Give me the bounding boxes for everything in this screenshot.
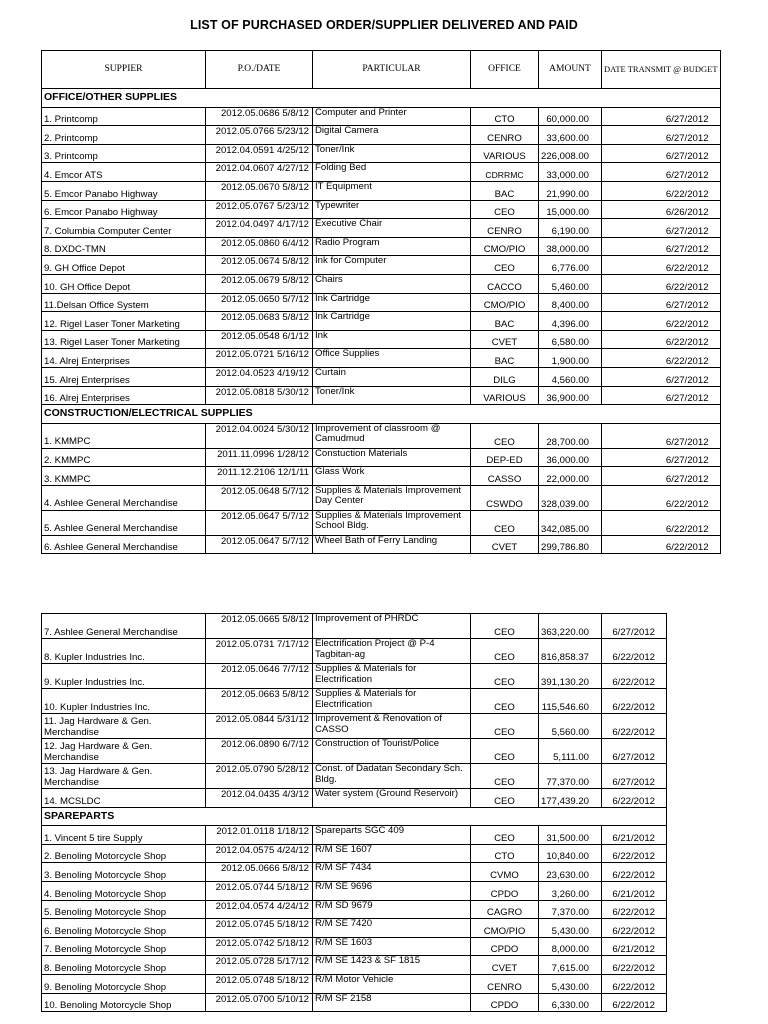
table-row	[42, 181, 721, 200]
particular-cell: Construction of Tourist/Police	[313, 739, 471, 764]
table-row	[42, 386, 721, 405]
po-date-cell: 2012.04.0575 4/24/12	[206, 844, 313, 863]
supplier-cell: 8. DXDC-TMN	[42, 237, 206, 256]
office-cell: CMO/PIO	[471, 293, 539, 312]
office-cell: BAC	[471, 349, 539, 368]
date-transmit-cell: 6/22/2012	[602, 974, 667, 993]
particular-cell: Ink	[313, 330, 471, 349]
particular-cell: R/M SE 1607	[313, 844, 471, 863]
section-row	[42, 405, 721, 424]
amount-cell: 5,430.00	[539, 974, 602, 993]
particular-cell: R/M SE 7420	[313, 919, 471, 938]
table-row	[42, 293, 721, 312]
supplier-cell: 7. Benoling Motorcycle Shop	[42, 937, 206, 956]
particular-cell: R/M SE 1603	[313, 937, 471, 956]
date-transmit-cell: 6/22/2012	[602, 256, 721, 275]
office-cell: CEO	[471, 764, 539, 789]
supplier-cell: 7. Ashlee General Merchandise	[42, 614, 206, 639]
office-cell: CENRO	[471, 974, 539, 993]
po-date-cell: 2012.05.0663 5/8/12	[206, 689, 313, 714]
table-row	[42, 664, 667, 689]
table-row	[42, 126, 721, 145]
office-cell: BAC	[471, 312, 539, 331]
particular-cell: Folding Bed	[313, 163, 471, 182]
supplier-cell: 2. Printcomp	[42, 126, 206, 145]
office-cell: CVET	[471, 535, 539, 554]
supplier-cell: 14. Alrej Enterprises	[42, 349, 206, 368]
po-date-cell: 2012.05.0742 5/18/12	[206, 937, 313, 956]
amount-cell: 328,039.00	[539, 485, 602, 510]
particular-cell: Supplies & Materials for Electrification	[313, 689, 471, 714]
amount-cell: 33,000.00	[539, 163, 602, 182]
office-cell: CEO	[471, 200, 539, 219]
table-row	[42, 423, 721, 448]
header-amount: AMOUNT	[539, 51, 602, 89]
date-transmit-cell: 6/22/2012	[602, 639, 667, 664]
date-transmit-cell: 6/27/2012	[602, 367, 721, 386]
amount-cell: 6,330.00	[539, 993, 602, 1012]
office-cell: CEO	[471, 256, 539, 275]
document-title: LIST OF PURCHASED ORDER/SUPPLIER DELIVERED AND PAID	[190, 18, 578, 32]
table-row	[42, 900, 667, 919]
amount-cell: 5,560.00	[539, 714, 602, 739]
particular-cell: Ink Cartridge	[313, 312, 471, 331]
supplier-cell: 3. Benoling Motorcycle Shop	[42, 863, 206, 882]
particular-cell: Supplies & Materials Improvement School Bldg.	[313, 510, 471, 535]
po-date-cell: 2012.05.0744 5/18/12	[206, 881, 313, 900]
office-cell: CEO	[471, 423, 539, 448]
po-date-cell: 2012.05.0683 5/8/12	[206, 312, 313, 331]
particular-cell: R/M SE 1423 & SF 1815	[313, 956, 471, 975]
date-transmit-cell: 6/22/2012	[602, 714, 667, 739]
table-row	[42, 485, 721, 510]
supplier-cell: 11.Delsan Office System	[42, 293, 206, 312]
date-transmit-cell: 6/22/2012	[602, 664, 667, 689]
office-cell: BAC	[471, 181, 539, 200]
po-date-cell: 2012.04.0574 4/24/12	[206, 900, 313, 919]
date-transmit-cell: 6/22/2012	[602, 510, 721, 535]
particular-cell: Typewriter	[313, 200, 471, 219]
office-cell: CTO	[471, 107, 539, 126]
table-row	[42, 219, 721, 238]
particular-cell: Curtain	[313, 367, 471, 386]
office-cell: CDRRMC	[471, 163, 539, 182]
supplier-cell: 2. Benoling Motorcycle Shop	[42, 844, 206, 863]
supplier-cell: 2. KMMPC	[42, 448, 206, 467]
amount-cell: 4,560.00	[539, 367, 602, 386]
date-transmit-cell: 6/27/2012	[602, 219, 721, 238]
date-transmit-cell: 6/22/2012	[602, 349, 721, 368]
amount-cell: 1,900.00	[539, 349, 602, 368]
office-cell: CEO	[471, 739, 539, 764]
po-date-cell: 2012.04.0435 4/3/12	[206, 789, 313, 808]
table-row	[42, 274, 721, 293]
particular-cell: Water system (Ground Reservoir)	[313, 789, 471, 808]
supplier-cell: 6. Emcor Panabo Highway	[42, 200, 206, 219]
particular-cell: Glass Work	[313, 467, 471, 486]
table-row	[42, 467, 721, 486]
supplier-cell: 13. Rigel Laser Toner Marketing	[42, 330, 206, 349]
purchase-order-table-2	[41, 613, 667, 1012]
po-date-cell: 2012.05.0790 5/28/12	[206, 764, 313, 789]
date-transmit-cell: 6/22/2012	[602, 485, 721, 510]
supplier-cell: 5. Ashlee General Merchandise	[42, 510, 206, 535]
date-transmit-cell: 6/22/2012	[602, 274, 721, 293]
particular-cell: Toner/Ink	[313, 144, 471, 163]
particular-cell: Radio Program	[313, 237, 471, 256]
amount-cell: 7,370.00	[539, 900, 602, 919]
date-transmit-cell: 6/22/2012	[602, 863, 667, 882]
particular-cell: R/M SF 7434	[313, 863, 471, 882]
supplier-cell: 3. KMMPC	[42, 467, 206, 486]
table-row	[42, 639, 667, 664]
date-transmit-cell: 6/27/2012	[602, 107, 721, 126]
amount-cell: 36,900.00	[539, 386, 602, 405]
office-cell: CEO	[471, 614, 539, 639]
particular-cell: Wheel Bath of Ferry Landing	[313, 535, 471, 554]
table-row	[42, 163, 721, 182]
table-row	[42, 764, 667, 789]
amount-cell: 391,130.20	[539, 664, 602, 689]
particular-cell: Improvement & Renovation of CASSO	[313, 714, 471, 739]
table-row	[42, 237, 721, 256]
table-row	[42, 144, 721, 163]
office-cell: CENRO	[471, 219, 539, 238]
particular-cell: Executive Chair	[313, 219, 471, 238]
supplier-cell: 13. Jag Hardware & Gen. Merchandise	[42, 764, 206, 789]
office-cell: CPDO	[471, 881, 539, 900]
amount-cell: 342,085.00	[539, 510, 602, 535]
supplier-cell: 12. Rigel Laser Toner Marketing	[42, 312, 206, 331]
supplier-cell: 8. Kupler Industries Inc.	[42, 639, 206, 664]
particular-cell: R/M SE 9696	[313, 881, 471, 900]
table-header-row	[42, 51, 721, 89]
table-row	[42, 863, 667, 882]
amount-cell: 299,786.80	[539, 535, 602, 554]
po-date-cell: 2012.04.0523 4/19/12	[206, 367, 313, 386]
particular-cell: Office Supplies	[313, 349, 471, 368]
amount-cell: 177,439.20	[539, 789, 602, 808]
office-cell: CENRO	[471, 126, 539, 145]
particular-cell: Improvement of PHRDC	[313, 614, 471, 639]
section-heading: CONSTRUCTION/ELECTRICAL SUPPLIES	[42, 405, 721, 424]
po-date-cell: 2012.05.0674 5/8/12	[206, 256, 313, 275]
date-transmit-cell: 6/22/2012	[602, 789, 667, 808]
date-transmit-cell: 6/27/2012	[602, 163, 721, 182]
amount-cell: 363,220.00	[539, 614, 602, 639]
po-date-cell: 2011.11.0996 1/28/12	[206, 448, 313, 467]
supplier-cell: 5. Emcor Panabo Highway	[42, 181, 206, 200]
particular-cell: Constuction Materials	[313, 448, 471, 467]
amount-cell: 4,396.00	[539, 312, 602, 331]
particular-cell: IT Equipment	[313, 181, 471, 200]
table-row	[42, 826, 667, 845]
date-transmit-cell: 6/22/2012	[602, 844, 667, 863]
supplier-cell: 7. Columbia Computer Center	[42, 219, 206, 238]
date-transmit-cell: 6/22/2012	[602, 900, 667, 919]
particular-cell: Digital Camera	[313, 126, 471, 145]
date-transmit-cell: 6/27/2012	[602, 126, 721, 145]
particular-cell: Improvement of classroom @ Camudmud	[313, 423, 471, 448]
amount-cell: 6,776.00	[539, 256, 602, 275]
table-row	[42, 614, 667, 639]
particular-cell: Ink for Computer	[313, 256, 471, 275]
amount-cell: 77,370.00	[539, 764, 602, 789]
header-po-date: P.O./DATE	[206, 51, 313, 89]
table-row	[42, 993, 667, 1012]
header-supplier: SUPPIER	[42, 51, 206, 89]
office-cell: CMO/PIO	[471, 237, 539, 256]
amount-cell: 31,500.00	[539, 826, 602, 845]
date-transmit-cell: 6/27/2012	[602, 467, 721, 486]
office-cell: CVET	[471, 330, 539, 349]
po-date-cell: 2012.05.0679 5/8/12	[206, 274, 313, 293]
supplier-cell: 6. Ashlee General Merchandise	[42, 535, 206, 554]
table-row	[42, 739, 667, 764]
particular-cell: R/M SF 2158	[313, 993, 471, 1012]
po-date-cell: 2012.05.0844 5/31/12	[206, 714, 313, 739]
supplier-cell: 4. Ashlee General Merchandise	[42, 485, 206, 510]
particular-cell: Chairs	[313, 274, 471, 293]
office-cell: CAGRO	[471, 900, 539, 919]
amount-cell: 5,460.00	[539, 274, 602, 293]
particular-cell: Electrification Project @ P-4 Tagbitan-ag	[313, 639, 471, 664]
po-date-cell: 2012.05.0647 5/7/12	[206, 510, 313, 535]
po-date-cell: 2012.05.0650 5/7/12	[206, 293, 313, 312]
particular-cell: Toner/Ink	[313, 386, 471, 405]
date-transmit-cell: 6/27/2012	[602, 423, 721, 448]
date-transmit-cell: 6/26/2012	[602, 200, 721, 219]
date-transmit-cell: 6/27/2012	[602, 144, 721, 163]
po-date-cell: 2012.05.0665 5/8/12	[206, 614, 313, 639]
po-date-cell: 2012.04.0591 4/25/12	[206, 144, 313, 163]
po-date-cell: 2012.05.0748 5/18/12	[206, 974, 313, 993]
table-row	[42, 956, 667, 975]
po-date-cell: 2012.05.0646 7/7/12	[206, 664, 313, 689]
office-cell: CEO	[471, 789, 539, 808]
office-cell: CEO	[471, 664, 539, 689]
particular-cell: Computer and Printer	[313, 107, 471, 126]
po-date-cell: 2012.04.0024 5/30/12	[206, 423, 313, 448]
po-date-cell: 2012.05.0686 5/8/12	[206, 107, 313, 126]
office-cell: CEO	[471, 639, 539, 664]
supplier-cell: 9. Kupler Industries Inc.	[42, 664, 206, 689]
po-date-cell: 2012.05.0666 5/8/12	[206, 863, 313, 882]
date-transmit-cell: 6/22/2012	[602, 956, 667, 975]
table-row	[42, 535, 721, 554]
table-row	[42, 937, 667, 956]
table-row	[42, 330, 721, 349]
amount-cell: 15,000.00	[539, 200, 602, 219]
purchase-order-table-1	[41, 50, 721, 554]
amount-cell: 36,000.00	[539, 448, 602, 467]
office-cell: CTO	[471, 844, 539, 863]
particular-cell: R/M Motor Vehicle	[313, 974, 471, 993]
date-transmit-cell: 6/27/2012	[602, 614, 667, 639]
amount-cell: 6,580.00	[539, 330, 602, 349]
supplier-cell: 9. GH Office Depot	[42, 256, 206, 275]
supplier-cell: 4. Benoling Motorcycle Shop	[42, 881, 206, 900]
office-cell: CACCO	[471, 274, 539, 293]
po-date-cell: 2012.04.0497 4/17/12	[206, 219, 313, 238]
po-date-cell: 2012.05.0647 5/7/12	[206, 535, 313, 554]
supplier-cell: 4. Emcor ATS	[42, 163, 206, 182]
date-transmit-cell: 6/21/2012	[602, 937, 667, 956]
office-cell: CEO	[471, 714, 539, 739]
amount-cell: 7,615.00	[539, 956, 602, 975]
section-heading: SPAREPARTS	[42, 807, 667, 826]
date-transmit-cell: 6/27/2012	[602, 237, 721, 256]
supplier-cell: 10. Benoling Motorcycle Shop	[42, 993, 206, 1012]
office-cell: CEO	[471, 510, 539, 535]
po-date-cell: 2012.01.0118 1/18/12	[206, 826, 313, 845]
supplier-cell: 16. Alrej Enterprises	[42, 386, 206, 405]
supplier-cell: 3. Printcomp	[42, 144, 206, 163]
table-row	[42, 349, 721, 368]
supplier-cell: 9. Benoling Motorcycle Shop	[42, 974, 206, 993]
amount-cell: 816,858.37	[539, 639, 602, 664]
amount-cell: 8,000.00	[539, 937, 602, 956]
office-cell: CVET	[471, 956, 539, 975]
amount-cell: 5,430.00	[539, 919, 602, 938]
table-row	[42, 974, 667, 993]
particular-cell: Supplies & Materials Improvement Day Center	[313, 485, 471, 510]
date-transmit-cell: 6/27/2012	[602, 293, 721, 312]
po-date-cell: 2012.05.0548 6/1/12	[206, 330, 313, 349]
amount-cell: 28,700.00	[539, 423, 602, 448]
office-cell: CSWDO	[471, 485, 539, 510]
office-cell: CASSO	[471, 467, 539, 486]
office-cell: VARIOUS	[471, 144, 539, 163]
amount-cell: 38,000.00	[539, 237, 602, 256]
header-date-transmit: DATE TRANSMIT @ BUDGET	[602, 51, 721, 89]
supplier-cell: 11. Jag Hardware & Gen. Merchandise	[42, 714, 206, 739]
amount-cell: 5,111.00	[539, 739, 602, 764]
supplier-cell: 8. Benoling Motorcycle Shop	[42, 956, 206, 975]
date-transmit-cell: 6/21/2012	[602, 881, 667, 900]
po-date-cell: 2012.04.0607 4/27/12	[206, 163, 313, 182]
office-cell: CPDO	[471, 937, 539, 956]
header-office: OFFICE	[471, 51, 539, 89]
particular-cell: Spareparts SGC 409	[313, 826, 471, 845]
section-heading: OFFICE/OTHER SUPPLIES	[42, 89, 721, 108]
supplier-cell: 10. Kupler Industries Inc.	[42, 689, 206, 714]
supplier-cell: 15. Alrej Enterprises	[42, 367, 206, 386]
table-row	[42, 510, 721, 535]
date-transmit-cell: 6/27/2012	[602, 764, 667, 789]
po-date-cell: 2012.05.0728 5/17/12	[206, 956, 313, 975]
date-transmit-cell: 6/22/2012	[602, 535, 721, 554]
amount-cell: 33,600.00	[539, 126, 602, 145]
section-row	[42, 89, 721, 108]
office-cell: CEO	[471, 689, 539, 714]
table-row	[42, 200, 721, 219]
office-cell: CMO/PIO	[471, 919, 539, 938]
po-date-cell: 2012.05.0648 5/7/12	[206, 485, 313, 510]
date-transmit-cell: 6/22/2012	[602, 689, 667, 714]
date-transmit-cell: 6/22/2012	[602, 312, 721, 331]
supplier-cell: 10. GH Office Depot	[42, 274, 206, 293]
supplier-cell: 5. Benoling Motorcycle Shop	[42, 900, 206, 919]
table-row	[42, 844, 667, 863]
particular-cell: R/M SD 9679	[313, 900, 471, 919]
office-cell: DILG	[471, 367, 539, 386]
table-row	[42, 689, 667, 714]
amount-cell: 60,000.00	[539, 107, 602, 126]
supplier-cell: 1. KMMPC	[42, 423, 206, 448]
amount-cell: 226,008.00	[539, 144, 602, 163]
table-row	[42, 312, 721, 331]
po-date-cell: 2012.05.0860 6/4/12	[206, 237, 313, 256]
po-date-cell: 2012.05.0721 5/16/12	[206, 349, 313, 368]
po-date-cell: 2012.05.0818 5/30/12	[206, 386, 313, 405]
amount-cell: 23,630.00	[539, 863, 602, 882]
date-transmit-cell: 6/27/2012	[602, 448, 721, 467]
supplier-cell: 12. Jag Hardware & Gen. Merchandise	[42, 739, 206, 764]
office-cell: CVMO	[471, 863, 539, 882]
date-transmit-cell: 6/27/2012	[602, 386, 721, 405]
date-transmit-cell: 6/22/2012	[602, 993, 667, 1012]
date-transmit-cell: 6/22/2012	[602, 181, 721, 200]
table-row	[42, 919, 667, 938]
table-row	[42, 881, 667, 900]
po-date-cell: 2012.06.0890 6/7/12	[206, 739, 313, 764]
po-date-cell: 2011.12.2106 12/1/11	[206, 467, 313, 486]
date-transmit-cell: 6/21/2012	[602, 826, 667, 845]
supplier-cell: 6. Benoling Motorcycle Shop	[42, 919, 206, 938]
particular-cell: Supplies & Materials for Electrification	[313, 664, 471, 689]
amount-cell: 21,990.00	[539, 181, 602, 200]
date-transmit-cell: 6/22/2012	[602, 330, 721, 349]
supplier-cell: 14. MCSLDC	[42, 789, 206, 808]
particular-cell: Ink Cartridge	[313, 293, 471, 312]
table-row	[42, 107, 721, 126]
amount-cell: 6,190.00	[539, 219, 602, 238]
office-cell: DEP-ED	[471, 448, 539, 467]
po-date-cell: 2012.05.0766 5/23/12	[206, 126, 313, 145]
po-date-cell: 2012.05.0731 7/17/12	[206, 639, 313, 664]
particular-cell: Const. of Dadatan Secondary Sch. Bldg.	[313, 764, 471, 789]
date-transmit-cell: 6/27/2012	[602, 739, 667, 764]
amount-cell: 10,840.00	[539, 844, 602, 863]
po-date-cell: 2012.05.0700 5/10/12	[206, 993, 313, 1012]
header-particular: PARTICULAR	[313, 51, 471, 89]
section-row	[42, 807, 667, 826]
table-row	[42, 448, 721, 467]
amount-cell: 115,546.60	[539, 689, 602, 714]
office-cell: CPDO	[471, 993, 539, 1012]
date-transmit-cell: 6/22/2012	[602, 919, 667, 938]
table-row	[42, 367, 721, 386]
amount-cell: 8,400.00	[539, 293, 602, 312]
supplier-cell: 1. Printcomp	[42, 107, 206, 126]
office-cell: CEO	[471, 826, 539, 845]
po-date-cell: 2012.05.0670 5/8/12	[206, 181, 313, 200]
table-row	[42, 714, 667, 739]
po-date-cell: 2012.05.0745 5/18/12	[206, 919, 313, 938]
amount-cell: 3,260.00	[539, 881, 602, 900]
amount-cell: 22,000.00	[539, 467, 602, 486]
supplier-cell: 1. Vincent 5 tire Supply	[42, 826, 206, 845]
office-cell: VARIOUS	[471, 386, 539, 405]
po-date-cell: 2012.05.0767 5/23/12	[206, 200, 313, 219]
table-row	[42, 789, 667, 808]
table-row	[42, 256, 721, 275]
